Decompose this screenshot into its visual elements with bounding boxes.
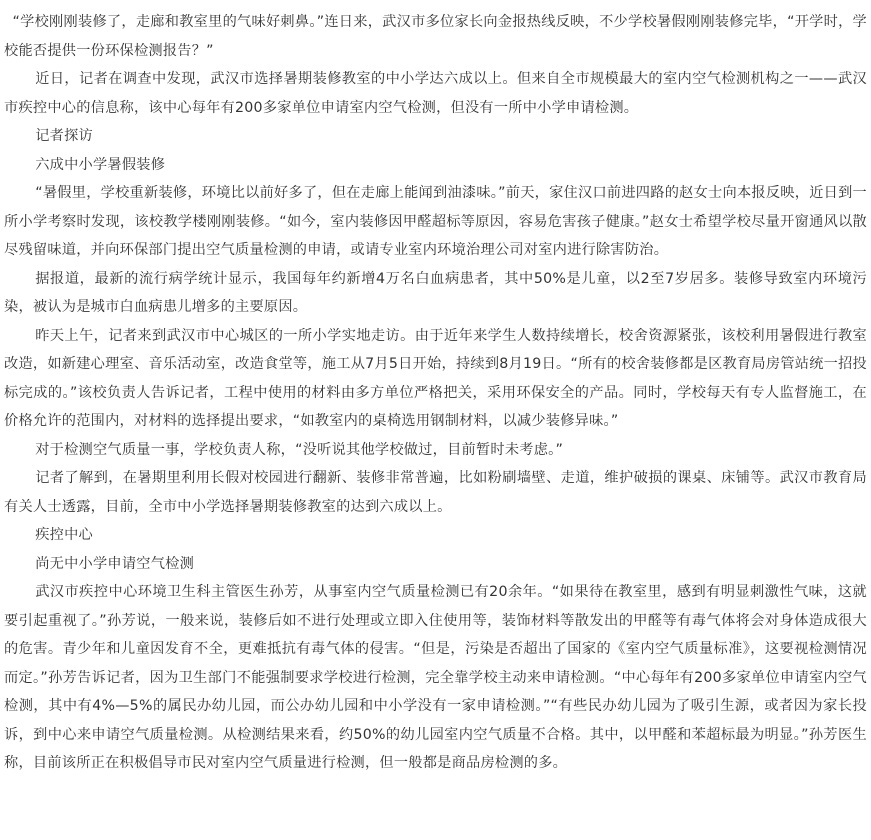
paragraph-parent-complaint: “暑假里，学校重新装修，环境比以前好多了，但在走廊上能闻到油漆味。”前天，家住汉口前进四路的赵女士向本报反映，近日到一所小学考察时发现，该校教学楼刚刚装修。“如今，室内装修因甲醛超标等原因，容易危害孩子健康。”赵女士希望学校尽量开窗通风以散尽残留味道，并向环保部门提出空气质量检测的申请，或请专业室内环境治理公司对室内进行除害防治。: [4, 185, 867, 258]
paragraph-intro: “学校刚刚装修了，走廊和教室里的气味好刺鼻。”连日来，武汉市多位家长向金报热线反映，不少学校暑假刚刚装修完毕，“开学时，学校能否提供一份环保检测报告？”: [4, 14, 867, 59]
section-subheading-summer-renovation: 六成中小学暑假装修: [35, 156, 166, 173]
paragraph-education-bureau: 记者了解到，在暑期里利用长假对校园进行翻新、装修非常普遍，比如粉刷墙壁、走道，维护破损的课桌、床铺等。武汉市教育局有关人士透露，目前，全市中小学选择暑期装修教室的达到六成以上。: [4, 470, 867, 515]
paragraph-survey-finding: 近日，记者在调查中发现，武汉市选择暑期装修教室的中小学达六成以上。但来自全市规模最大的室内空气检测机构之一——武汉市疾控中心的信息称，该中心每年有200多家单位申请室内空气检测，但没有一所中小学申请检测。: [4, 71, 867, 116]
section-heading-reporter-visit: 记者探访: [35, 128, 93, 144]
section-heading-cdc: 疾控中心: [35, 527, 93, 543]
section-subheading-no-applications: 尚无中小学申请空气检测: [35, 555, 195, 572]
paragraph-school-visit: 昨天上午，记者来到武汉市中心城区的一所小学实地走访。由于近年来学生人数持续增长，校舍资源紧张，该校利用暑假进行教室改造，如新建心理室、音乐活动室，改造食堂等，施工从7月5日开始，持续到8月19日。“所有的校舍装修都是区教育局房管站统一招投标完成的。”该校负责人告诉记者，工程中使用的材料由多方单位严格把关，采用环保安全的产品。同时，学校每天有专人监督施工，在价格允许的范围内，对材料的选择提出要求，“如教室内的桌椅选用钢制材料，以减少装修异味。”: [4, 327, 867, 429]
paragraph-cdc-interview: 武汉市疾控中心环境卫生科主管医生孙芳，从事室内空气质量检测已有20余年。“如果待在教室里，感到有明显刺激性气味，这就要引起重视了。”孙芳说，一般来说，装修后如不进行处理或立即入住使用等，装饰材料等散发出的甲醛等有毒气体将会对身体造成很大的危害。青少年和儿童因发育不全，更难抵抗有毒气体的侵害。“但是，污染是否超出了国家的《室内空气质量标准》，这要视检测情况而定。”孙芳告诉记者，因为卫生部门不能强制要求学校进行检测，完全靠学校主动来申请检测。“中心每年有200多家单位申请室内空气检测，其中有4%—5%的属民办幼儿园，而公办幼儿园和中小学没有一家申请检测。”“有些民办幼儿园为了吸引生源，或者因为家长投诉，到中心来申请空气质量检测。从检测结果来看，约50%的幼儿园室内空气质量不合格。其中，以甲醛和苯超标最为明显。”孙芳医生称，目前该所正在积极倡导市民对室内空气质量进行检测，但一般都是商品房检测的多。: [4, 584, 867, 771]
paragraph-school-response: 对于检测空气质量一事，学校负责人称，“没听说其他学校做过，目前暂时未考虑。”: [35, 441, 564, 458]
paragraph-leukemia-statistics: 据报道，最新的流行病学统计显示，我国每年约新增4万名白血病患者，其中50%是儿童，以2至7岁居多。装修导致室内环境污染，被认为是城市白血病患儿增多的主要原因。: [4, 270, 867, 315]
